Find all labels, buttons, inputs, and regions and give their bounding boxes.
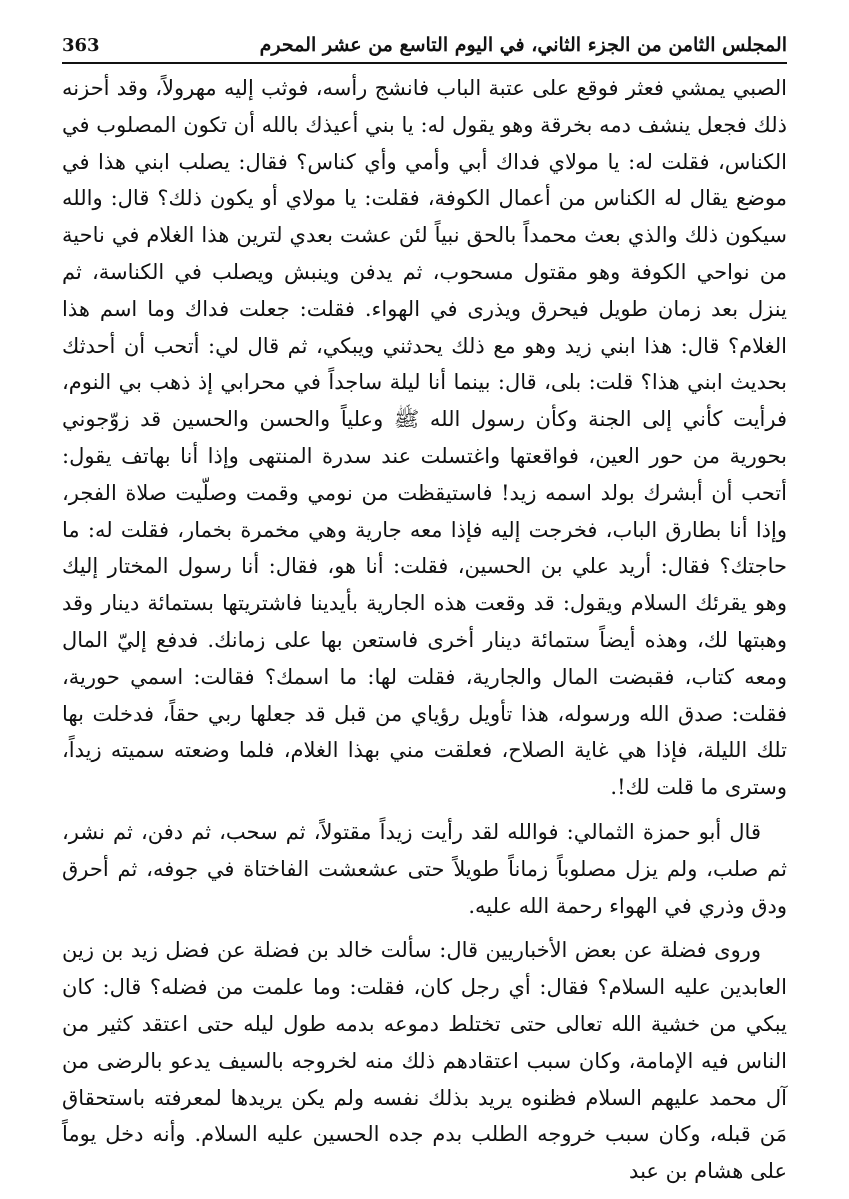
header-rule: [62, 62, 787, 64]
page-number: 363: [62, 34, 100, 56]
paragraph: الصبي يمشي فعثر فوقع على عتبة الباب فانشج رأسه، فوثب إليه مهرولاً، وقد أحزنه ذلك فجعل ينشف دمه بخرقة وهو يقول له: يا بني أعيذك بالله أن تكون المصلوب في الكناس، فقلت له: يا مولاي فداك أبي وأمي وأي كناس؟ فقال: يصلب ابني هذا في موضع يقال له الكناس من أعمال الكوفة، فقلت: يا مولاي أو يكون ذلك؟ قال: والله سيكون ذلك والذي بعث محمداً بالحق نبياً لئن عشت بعدي لترين هذا الغلام في ناحية من نواحي الكوفة وهو مقتول مسحوب، ثم يدفن وينبش ويصلب في الكناسة، ثم ينزل بعد زمان طويل فيحرق ويذرى في الهواء. فقلت: جعلت فداك وما اسم هذا الغلام؟ قال: هذا ابني زيد وهو مع ذلك يحدثني ويبكي، ثم قال لي: أتحب أن أحدثك بحديث ابني هذا؟ قلت: بلى، قال: بينما أنا ليلة ساجداً في محرابي إذ ذهب بي النوم، فرأيت كأني إلى الجنة وكأن رسول الله ﷺ وعلياً والحسن والحسين قد زوّجوني بحورية من حور العين، فواقعتها واغتسلت عند سدرة المنتهى وإذا أنا بهاتف يقول: أتحب أن أبشرك بولد اسمه زيد! فاستيقظت من نومي وقمت وصلّيت صلاة الفجر، وإذا أنا بطارق الباب، فخرجت إليه فإذا معه جارية وهي مخمرة بخمار، فقلت له: ما حاجتك؟ فقال: أريد علي بن الحسين، فقلت: أنا هو، فقال: أنا رسول المختار إليك وهو يقرئك السلام ويقول: قد وقعت هذه الجارية بأيدينا فاشتريتها بستمائة دينار وقد وهبتها لك، وهذه أيضاً ستمائة دينار أخرى فاستعن بها على زمانك. فدفع إليّ المال ومعه كتاب، فقبضت المال والجارية، فقلت لها: ما اسمك؟ فقالت: اسمي حورية، فقلت: صدق الله ورسوله، هذا تأويل رؤياي من قبل قد جعلها ربي حقاً، فدخلت بها تلك الليلة، فإذا هي غاية الصلاح، فعلقت مني بهذا الغلام، فلما وضعته سميته زيداً، وسترى ما قلت لك!.: [62, 76, 787, 800]
running-header: [62, 28, 787, 62]
body-text: [62, 70, 787, 1190]
header-title: المجلس الثامن من الجزء الثاني، في اليوم التاسع من عشر المحرم: [259, 34, 787, 56]
paragraph: وروى فضلة عن بعض الأخباريين قال: سألت خالد بن فضلة عن فضل زيد بن زين العابدين عليه السلام؟ فقال: أي رجل كان، فقلت: وما علمت من فضله؟ قال: كان يبكي من خشية الله تعالى حتى تختلط دموعه بدمه طول ليله حتى اعتقد كثير من الناس فيه الإمامة، وكان سبب اعتقادهم ذلك منه لخروجه بالسيف يدعو بالرضى من آل محمد عليهم السلام فظنوه يريد بذلك نفسه ولم يكن يريدها لمعرفته باستحقاق مَن قبله، وكان سبب خروجه الطلب بدم جده الحسين عليه السلام. وأنه دخل يوماً على هشام بن عبد: [62, 938, 787, 1184]
paragraph: قال أبو حمزة الثمالي: فوالله لقد رأيت زيداً مقتولاً، ثم سحب، ثم دفن، ثم نشر، ثم صلب، ولم يزل مصلوباً زماناً طويلاً حتى عشعشت الفاختاة في جوفه، ثم أحرق ودق وذري في الهواء رحمة الله عليه.: [62, 819, 787, 918]
